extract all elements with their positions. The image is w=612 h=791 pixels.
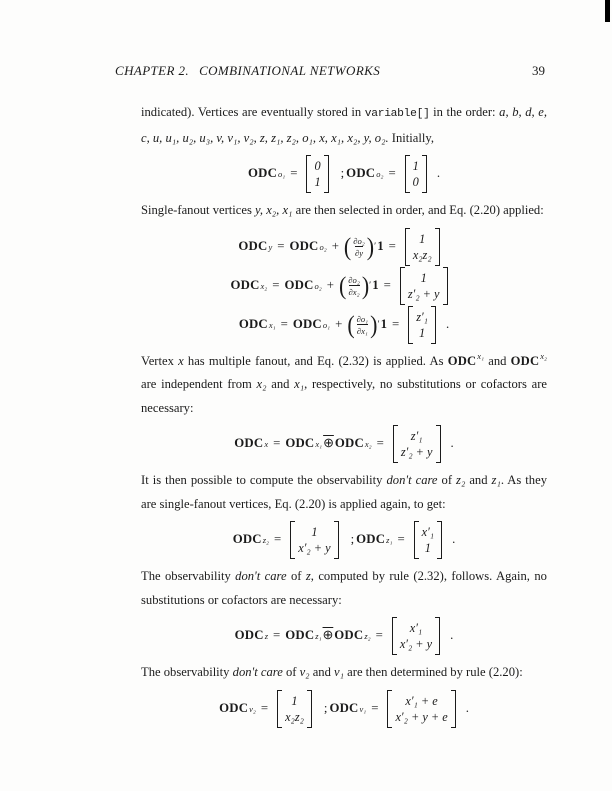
equals-sign: = (290, 166, 298, 181)
partial-derivative-fraction (353, 236, 365, 258)
odc-term: ODC (289, 238, 319, 253)
equation-row: ODC z = ODC z₁ ⊕ ODC z₂ = x′₁ x′₂ + y . (141, 617, 547, 655)
end-period: . (450, 436, 454, 451)
odc-term: ODC (238, 238, 268, 253)
odc-term: ODC (510, 353, 540, 368)
equation-row: ODC z₂ = 1 x′₂ + y ; ODC z₁ = x′₁ 1 . (141, 521, 547, 559)
text-run: The observability (141, 665, 233, 679)
text-run: and (484, 353, 511, 368)
text-run: are independent from (141, 377, 257, 391)
math-run: y, x₂, x₁ (255, 203, 293, 217)
paragraph-5 (141, 565, 547, 612)
fraction-denominator: ∂x₂ (348, 286, 360, 297)
paragraph-1 (141, 101, 547, 150)
matrix-cell: 1 (412, 159, 419, 173)
matrix (414, 521, 442, 559)
matrix (400, 267, 448, 305)
equation-row: ODC x = ODC x₁ ⊕ ODC x₂ = z′₁ z′₂ + y . (141, 425, 547, 463)
paragraph-3 (141, 350, 547, 421)
equation-row: ODC o₁ = 0 1 ; ODC o₂ = 1 0 . (141, 155, 547, 193)
text-run: The observability (141, 569, 236, 583)
text-run: Single-fanout vertices (141, 203, 256, 217)
odc-term: ODC (219, 700, 249, 715)
fraction-numerator: ∂o₂ (348, 274, 360, 285)
odc-term: ODC (334, 436, 364, 451)
equals-sign: = (274, 532, 282, 547)
equals-sign: = (388, 238, 396, 253)
odc-term: ODC (334, 628, 364, 643)
equation-odc-x (141, 425, 547, 463)
odc-term: ODC (238, 316, 268, 331)
matrix-cell: x′₂ + y (298, 541, 331, 555)
matrix-cell: z′₁ (416, 309, 428, 324)
matrix-cell: z′₁ (410, 429, 423, 443)
dont-care-emphasis: don't care (386, 473, 438, 487)
paragraph-6 (141, 661, 547, 685)
equation-row: ODC x₁ = ODC o₁ + ( $\frac{\text{∂o₁}}{\text{∂x₁}}$ ) ′ 1 = z′₁ 1 . (141, 306, 547, 344)
odc-term: ODC (234, 436, 264, 451)
equals-sign: = (277, 238, 285, 253)
equation-initial-odc (141, 155, 547, 193)
equation-odc-z2-z1 (141, 521, 547, 559)
odc-term: ODC (234, 628, 264, 643)
end-period: . (436, 166, 441, 181)
math-run: z₁ (491, 473, 501, 487)
paragraph-4 (141, 469, 547, 516)
text-run: and (266, 377, 295, 391)
equals-sign: = (260, 700, 269, 715)
equals-sign: = (273, 628, 281, 643)
matrix-cell: 0 (412, 175, 419, 189)
equals-sign: = (376, 436, 384, 451)
equals-sign: = (371, 700, 379, 715)
chapter-label: CHAPTER 2. (115, 63, 190, 78)
equation-row: ODC x₂ = ODC o₂ + ( $\frac{\text{∂o₂}}{\text{∂x₂}}$ ) ′ 1 = 1 z′₂ + y (141, 267, 547, 305)
equation-odc-z (141, 617, 547, 655)
matrix-cell: x₂z₂ (412, 247, 432, 262)
xnor-operator: ⊕ (323, 436, 334, 451)
body-text (141, 101, 547, 734)
math-run: x₂ (256, 377, 267, 391)
matrix-cell: x′₂ + y (399, 637, 433, 651)
bold-one-vector: 1 (377, 238, 384, 253)
equals-sign: = (375, 628, 383, 643)
plus-sign: + (335, 316, 343, 331)
matrix (393, 425, 441, 463)
semicolon: ; (350, 532, 355, 547)
matrix (387, 690, 455, 728)
page-number: 39 (532, 63, 545, 78)
text-run: of (437, 473, 457, 487)
matrix-cell: 1 (424, 541, 431, 555)
fraction-numerator: ∂o₂ (353, 235, 365, 246)
matrix-cell: z′₂ + y (400, 445, 433, 459)
matrix (277, 690, 312, 728)
equals-sign: = (391, 316, 400, 331)
text-run: . As they are single-fanout vertices, Eq. (2.20) is applied again, to get: (141, 473, 547, 511)
math-run: v₁ (334, 665, 345, 679)
matrix-cell: x′₁ + e (405, 693, 438, 708)
odc-term: ODC (292, 316, 322, 331)
matrix-cell: 1 (419, 325, 426, 340)
scan-artifact (605, 0, 610, 22)
matrix (408, 306, 436, 344)
math-run: v₂ (299, 665, 310, 679)
plus-sign: + (326, 277, 334, 292)
matrix-cell: 1 (419, 231, 426, 246)
semicolon: ; (323, 700, 328, 715)
matrix-cell: x′₂ + y + e (395, 709, 448, 724)
odc-superscript: x₁ (477, 351, 485, 362)
text-run: of (286, 569, 306, 583)
partial-derivative-fraction (348, 275, 360, 297)
text-run: It is then possible to compute the observability (141, 473, 387, 487)
equals-sign: = (388, 166, 396, 181)
matrix (405, 155, 427, 193)
bold-one-vector: 1 (372, 277, 379, 292)
odc-term: ODC (285, 436, 315, 451)
end-period: . (452, 532, 456, 547)
odc-term: ODC (230, 277, 260, 292)
text-run: and (309, 665, 335, 679)
equation-single-fanout-group (141, 228, 547, 344)
math-run: x (178, 353, 184, 368)
math-run: x₁ (294, 377, 305, 391)
text-run: and (465, 473, 492, 487)
odc-term: ODC (285, 628, 315, 643)
dont-care-emphasis: don't care (235, 569, 287, 583)
matrix-cell: z′₂ + y (407, 286, 440, 301)
math-run: z (305, 569, 311, 583)
matrix-cell: 1 (311, 525, 318, 539)
odc-term: ODC (247, 166, 278, 181)
equation-row: ODC v₂ = 1 x₂z₂ ; ODC v₁ = x′₁ + e x′₂ + y + e . (141, 690, 547, 728)
matrix-cell: 1 (314, 175, 321, 189)
equals-sign: = (273, 436, 281, 451)
math-run: z₂ (456, 473, 466, 487)
equation-row: ODC y = ODC o₂ + ( $\frac{\text{∂o₂}}{\partial y}$ ) ′ 1 = 1 x₂z₂ (141, 228, 547, 266)
equation-odc-v2-v1 (141, 690, 547, 728)
matrix (290, 521, 338, 559)
xnor-operator: ⊕ (322, 628, 334, 643)
paragraph-2 (141, 199, 547, 223)
matrix-cell: 1 (291, 693, 298, 708)
end-period: . (450, 628, 454, 643)
odc-term: ODC (284, 277, 314, 292)
end-period: . (445, 316, 450, 331)
running-header (115, 63, 545, 79)
matrix-cell: 0 (314, 159, 321, 173)
text-run: in the order: (429, 105, 500, 119)
text-run: Vertex (141, 353, 179, 368)
code-variable-array: variable[] (364, 108, 430, 120)
dont-care-emphasis: don't care (232, 665, 283, 679)
equals-sign: = (383, 277, 391, 292)
odc-term: ODC (329, 700, 359, 715)
odc-term: ODC (346, 166, 376, 181)
end-period: . (465, 700, 469, 715)
matrix-cell: 1 (420, 270, 427, 285)
matrix-cell: x′₁ (409, 621, 423, 635)
chapter-heading (115, 63, 380, 79)
fraction-numerator: ∂o₁ (356, 313, 369, 324)
text-run: are then selected in order, and Eq. (2.20) applied: (292, 203, 544, 217)
text-run: indicated). Vertices are eventually stored in (141, 105, 365, 119)
odc-term: ODC (447, 353, 477, 368)
matrix-cell: x′₁ (421, 525, 435, 539)
text-run: has multiple fanout, and Eq. (2.32) is applied. As (183, 353, 448, 368)
text-run: are then determined by rule (2.20): (344, 665, 523, 679)
fraction-denominator: ∂x₁ (356, 325, 368, 336)
odc-term: ODC (356, 532, 386, 547)
odc-superscript: x₂ (540, 351, 547, 362)
equals-sign: = (397, 532, 405, 547)
bold-one-vector: 1 (380, 316, 387, 331)
chapter-title: COMBINATIONAL NETWORKS (199, 63, 381, 78)
equals-sign: = (280, 316, 288, 331)
matrix-cell: x₂z₂ (285, 709, 304, 724)
text-run: of (282, 665, 300, 679)
semicolon: ; (340, 166, 345, 181)
equals-sign: = (272, 277, 280, 292)
odc-term: ODC (232, 532, 262, 547)
matrix (405, 228, 440, 266)
matrix (392, 617, 440, 655)
partial-derivative-fraction (357, 314, 369, 336)
text-run: Initially, (388, 130, 434, 145)
text-run: , respectively, no substitutions or cofactors are necessary: (141, 377, 547, 415)
plus-sign: + (331, 238, 339, 253)
text-run: , computed by rule (2.32), follows. Again, no substitutions or cofactors are necessary: (141, 569, 547, 607)
math-variable-order-list: a, b, d, e, c, u, u₁, u₂, u₃, v, v₁, v₂, z, z₁, z₂, o₁, x, x₁, x₂, y, o₂. (141, 105, 547, 145)
fraction-denominator: ∂y (354, 247, 364, 258)
matrix (306, 155, 328, 193)
